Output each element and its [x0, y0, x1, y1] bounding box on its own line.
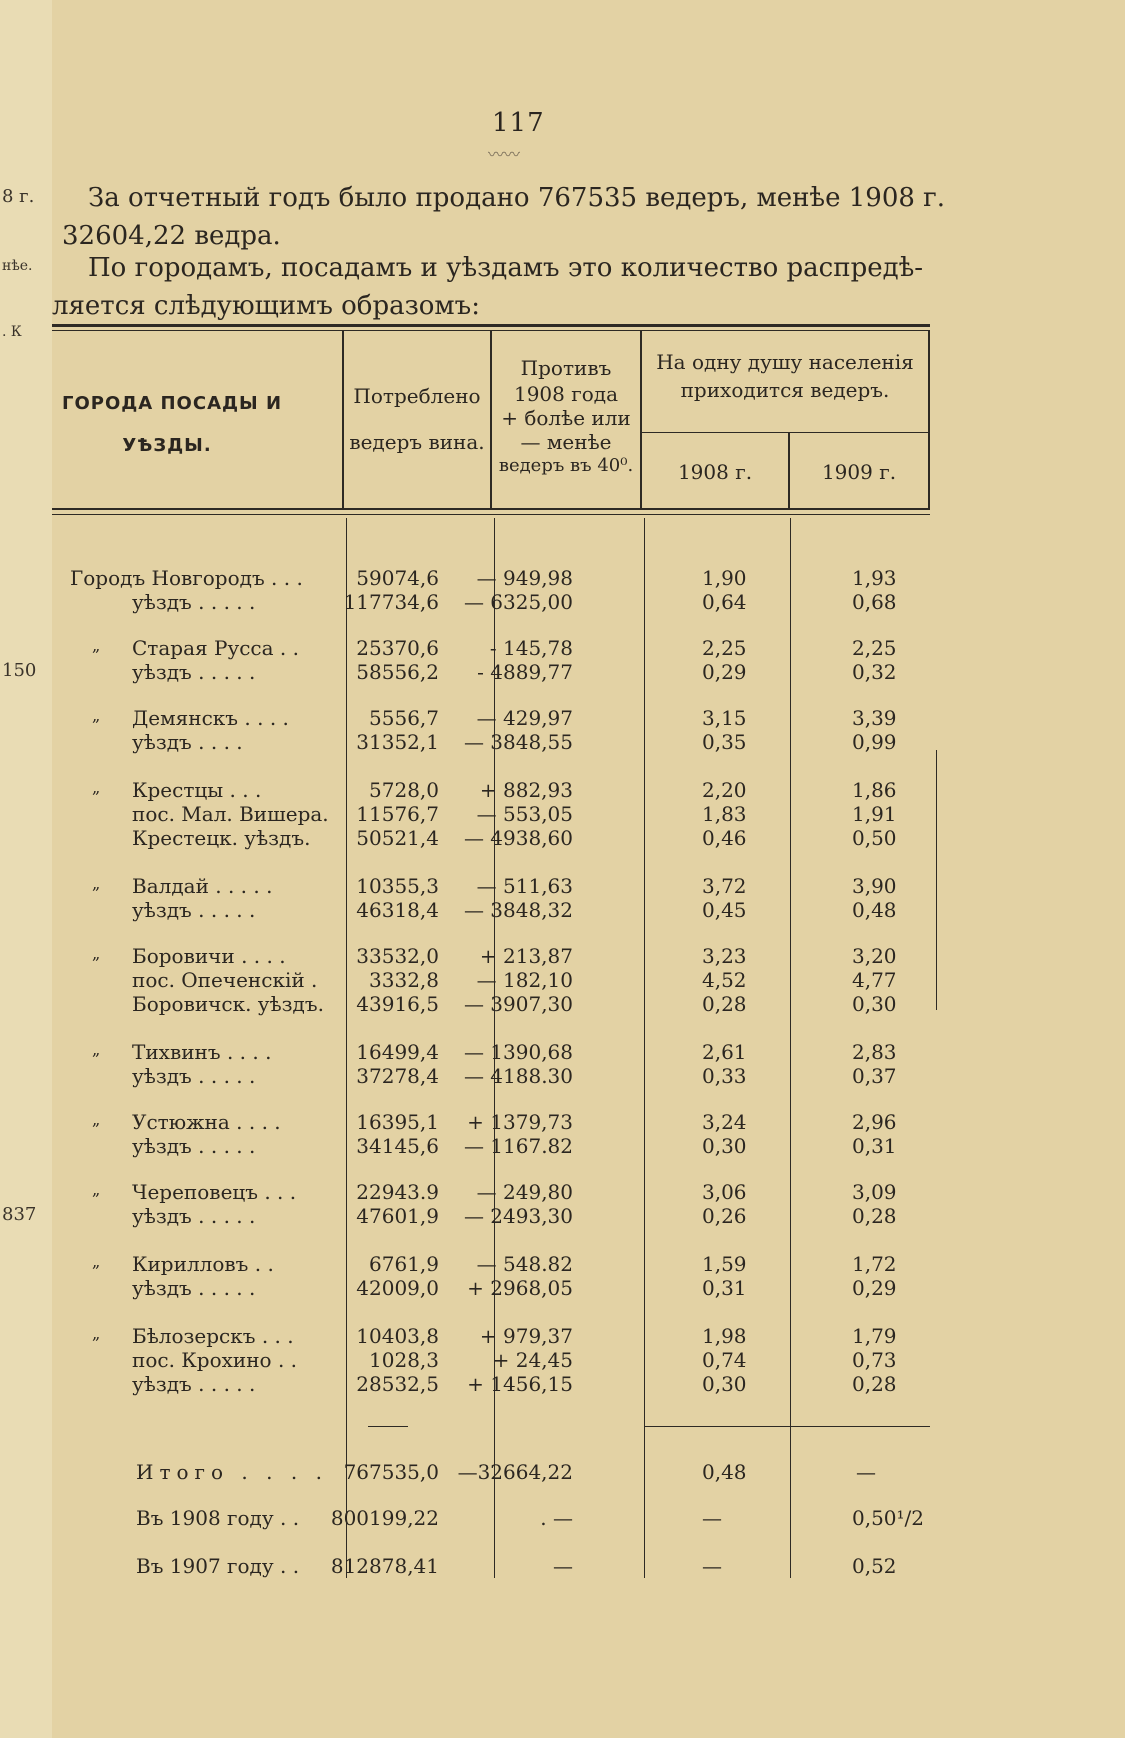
- cell-name: уѣздъ . . . . .: [132, 1372, 256, 1396]
- cell-c-1909: 0,30: [852, 992, 897, 1016]
- cell-c-1908: 0,29: [702, 660, 747, 684]
- cell-c-1908: 1,90: [702, 566, 747, 590]
- header-year-1908: 1908 г.: [677, 460, 753, 484]
- cell-c-1908: 0,31: [702, 1276, 747, 1300]
- cell-c-1909: 0,29: [852, 1276, 897, 1300]
- cell-c-1908: 3,23: [702, 944, 747, 968]
- header-diff-5: ведеръ въ 40⁰.: [498, 455, 634, 476]
- cell-c-cons: 16395,1: [356, 1110, 439, 1134]
- cell-c-diff: . —: [540, 1506, 573, 1530]
- header-consumed-1: Потреблено: [353, 384, 481, 408]
- header-cities: ГОРОДА ПОСАДЫ И: [62, 393, 283, 414]
- cell-c-1909: 0,52: [852, 1554, 897, 1578]
- cell-c-cons: 34145,6: [356, 1134, 439, 1158]
- cell-c-diff: —: [553, 1554, 573, 1578]
- cell-c-1909: 1,93: [852, 566, 897, 590]
- cell-c-1909: 0,37: [852, 1064, 897, 1088]
- cell-c-diff: — 6325,00: [463, 590, 573, 614]
- cell-c-cons: 31352,1: [356, 730, 439, 754]
- cell-c-1909: 1,91: [852, 802, 897, 826]
- cell-c-diff: + 2968,05: [467, 1276, 573, 1300]
- table-row: [52, 778, 1125, 802]
- cell-c-cons: 812878,41: [330, 1554, 439, 1578]
- header-divider: [342, 330, 344, 508]
- cell-name: Тихвинъ . . . .: [132, 1040, 272, 1064]
- cell-quote: „: [92, 706, 101, 725]
- cell-name: Демянскъ . . . .: [132, 706, 289, 730]
- table-row: [52, 1134, 1125, 1158]
- table-row: [52, 706, 1125, 730]
- cell-c-cons: 10355,3: [356, 874, 439, 898]
- cell-c-cons: 46318,4: [356, 898, 439, 922]
- paragraph-1-line-1: За отчетный годъ было продано 767535 ведеръ, менѣе 1908 г.: [88, 183, 946, 213]
- cell-c-1908: 3,15: [702, 706, 747, 730]
- totals-row: [52, 1460, 1125, 1484]
- cell-c-1908: 2,25: [702, 636, 747, 660]
- cell-c-diff: — 511,63: [476, 874, 573, 898]
- previous-page-edge: [0, 0, 56, 1738]
- cell-c-cons: 43916,5: [356, 992, 439, 1016]
- cell-c-1908: 3,06: [702, 1180, 747, 1204]
- totals-rule: [644, 1426, 930, 1427]
- totals-rule: [368, 1426, 408, 1427]
- cell-c-1909: 0,31: [852, 1134, 897, 1158]
- table-row: [52, 992, 1125, 1016]
- left-fragment: 150: [2, 660, 37, 681]
- table-row: [52, 826, 1125, 850]
- cell-quote: „: [92, 1324, 101, 1343]
- header-per-capita-2: приходится ведеръ.: [680, 378, 890, 402]
- cell-name: пос. Мал. Вишера.: [132, 802, 329, 826]
- left-fragment: нѣе.: [2, 258, 33, 274]
- table-row: [52, 636, 1125, 660]
- cell-c-1909: 0,50¹/2: [852, 1506, 925, 1530]
- cell-c-1908: 0,26: [702, 1204, 747, 1228]
- cell-name: Крестцы . . .: [132, 778, 262, 802]
- table-row: [52, 730, 1125, 754]
- table-top-rule: [52, 324, 930, 327]
- cell-c-diff: — 3848,55: [463, 730, 573, 754]
- cell-c-1909: 0,73: [852, 1348, 897, 1372]
- cell-c-1909: 0,68: [852, 590, 897, 614]
- cell-c-1908: 0,45: [702, 898, 747, 922]
- cell-name: Въ 1908 году . .: [136, 1506, 300, 1530]
- cell-name: пос. Опеченскій .: [132, 968, 318, 992]
- cell-c-1909: 0,32: [852, 660, 897, 684]
- cell-c-1909: 0,50: [852, 826, 897, 850]
- table-row: [52, 874, 1125, 898]
- cell-c-1909: 2,25: [852, 636, 897, 660]
- header-diff-4: — менѣе: [520, 430, 612, 454]
- cell-c-1908: 0,74: [702, 1348, 747, 1372]
- cell-name: Устюжна . . . .: [132, 1110, 281, 1134]
- header-consumed-2: ведеръ вина.: [349, 430, 485, 454]
- cell-c-1908: 0,35: [702, 730, 747, 754]
- cell-c-diff: — 4188.30: [463, 1064, 573, 1088]
- cell-name: уѣздъ . . . . .: [132, 1134, 256, 1158]
- cell-c-1908: 3,24: [702, 1110, 747, 1134]
- cell-quote: „: [92, 1040, 101, 1059]
- cell-name: пос. Крохино . .: [132, 1348, 298, 1372]
- cell-c-cons: 1028,3: [369, 1348, 439, 1372]
- left-fragment: 837: [2, 1204, 37, 1225]
- cell-c-1909: 0,48: [852, 898, 897, 922]
- cell-name: уѣздъ . . . . .: [132, 1204, 256, 1228]
- paragraph-1-line-2: 32604,22 ведра.: [62, 221, 281, 251]
- table-row: [52, 968, 1125, 992]
- cell-c-diff: — 249,80: [476, 1180, 573, 1204]
- page-number-ornament: 〰〰: [488, 145, 521, 164]
- cell-c-diff: + 1456,15: [467, 1372, 573, 1396]
- table-row: [52, 1324, 1125, 1348]
- cell-c-1908: 4,52: [702, 968, 747, 992]
- cell-c-diff: + 1379,73: [467, 1110, 573, 1134]
- cell-c-1909: 3,20: [852, 944, 897, 968]
- cell-c-cons: 47601,9: [356, 1204, 439, 1228]
- cell-name: уѣздъ . . . .: [132, 730, 243, 754]
- cell-c-cons: 28532,5: [356, 1372, 439, 1396]
- table-row: [52, 1372, 1125, 1396]
- cell-c-1908: 1,59: [702, 1252, 747, 1276]
- cell-c-cons: 11576,7: [356, 802, 439, 826]
- cell-quote: „: [92, 636, 101, 655]
- table-row: [52, 660, 1125, 684]
- cell-name: уѣздъ . . . . .: [132, 1276, 256, 1300]
- cell-c-cons: 767535,0: [343, 1460, 439, 1484]
- cell-quote: „: [92, 778, 101, 797]
- cell-c-1909: 1,79: [852, 1324, 897, 1348]
- cell-c-diff: + 882,93: [479, 778, 573, 802]
- cell-name: уѣздъ . . . . .: [132, 1064, 256, 1088]
- table-row: [52, 1204, 1125, 1228]
- table-row: [52, 1252, 1125, 1276]
- cell-c-cons: 16499,4: [356, 1040, 439, 1064]
- cell-c-cons: 37278,4: [356, 1064, 439, 1088]
- cell-c-cons: 33532,0: [356, 944, 439, 968]
- cell-c-1909: 2,96: [852, 1110, 897, 1134]
- cell-c-1908: 3,72: [702, 874, 747, 898]
- cell-c-1908: 1,98: [702, 1324, 747, 1348]
- cell-c-1908: 0,33: [702, 1064, 747, 1088]
- table-row: [52, 1064, 1125, 1088]
- cell-c-1908: 0,28: [702, 992, 747, 1016]
- cell-c-cons: 6761,9: [369, 1252, 439, 1276]
- cell-c-diff: — 182,10: [476, 968, 573, 992]
- table-row: [52, 590, 1125, 614]
- cell-quote: „: [92, 1180, 101, 1199]
- header-diff-2: 1908 года: [513, 382, 618, 406]
- cell-c-cons: 5728,0: [369, 778, 439, 802]
- page-number: 117: [492, 108, 545, 138]
- cell-c-1909: 1,72: [852, 1252, 897, 1276]
- cell-c-1908: 0,30: [702, 1372, 747, 1396]
- cell-c-1909: 2,83: [852, 1040, 897, 1064]
- cell-name: уѣздъ . . . . .: [132, 590, 256, 614]
- cell-name: Валдай . . . . .: [132, 874, 273, 898]
- cell-c-1908: 0,46: [702, 826, 747, 850]
- cell-c-cons: 800199,22: [330, 1506, 439, 1530]
- table-row: [52, 802, 1125, 826]
- totals-row: [52, 1554, 1125, 1578]
- header-districts: УѢЗДЫ.: [122, 435, 212, 456]
- cell-name: Итого . . . .: [136, 1460, 328, 1484]
- cell-name: Кирилловъ . .: [132, 1252, 274, 1276]
- cell-c-cons: 58556,2: [356, 660, 439, 684]
- cell-c-cons: 117734,6: [343, 590, 439, 614]
- cell-c-diff: — 553,05: [476, 802, 573, 826]
- cell-c-1909: 3,09: [852, 1180, 897, 1204]
- header-year-1909: 1909 г.: [821, 460, 897, 484]
- cell-c-1909: 3,90: [852, 874, 897, 898]
- cell-name: Череповецъ . . .: [132, 1180, 297, 1204]
- cell-c-1909: 4,77: [852, 968, 897, 992]
- cell-c-cons: 10403,8: [356, 1324, 439, 1348]
- cell-c-diff: - 4889,77: [477, 660, 573, 684]
- table-row: [52, 1276, 1125, 1300]
- cell-c-diff: + 979,37: [479, 1324, 573, 1348]
- cell-c-cons: 3332,8: [369, 968, 439, 992]
- paragraph-2-line-2: ляется слѣдующимъ образомъ:: [52, 291, 480, 321]
- cell-c-cons: 5556,7: [369, 706, 439, 730]
- totals-row: [52, 1506, 1125, 1530]
- table-row: [52, 1180, 1125, 1204]
- header-diff-1: Противъ: [520, 356, 612, 380]
- cell-name: уѣздъ . . . . .: [132, 660, 256, 684]
- cell-c-cons: 50521,4: [356, 826, 439, 850]
- table-row: [52, 898, 1125, 922]
- table-row: [52, 1348, 1125, 1372]
- cell-c-diff: —32664,22: [457, 1460, 573, 1484]
- cell-c-cons: 42009,0: [356, 1276, 439, 1300]
- cell-c-diff: + 24,45: [492, 1348, 573, 1372]
- cell-quote: „: [92, 944, 101, 963]
- cell-quote: „: [92, 1252, 101, 1271]
- cell-c-1909: 3,39: [852, 706, 897, 730]
- cell-c-1908: —: [702, 1554, 722, 1578]
- cell-c-1909: 0,99: [852, 730, 897, 754]
- left-fragment: . К: [2, 324, 22, 340]
- cell-c-diff: — 1390,68: [463, 1040, 573, 1064]
- cell-c-cons: 22943.9: [356, 1180, 439, 1204]
- cell-quote: „: [92, 1110, 101, 1129]
- cell-c-1909: 0,28: [852, 1204, 897, 1228]
- cell-c-diff: + 213,87: [479, 944, 573, 968]
- cell-name: Городъ Новгородъ . . .: [70, 566, 303, 590]
- cell-name: Бѣлозерскъ . . .: [132, 1324, 294, 1348]
- cell-c-1908: 0,48: [702, 1460, 747, 1484]
- table-row: [52, 566, 1125, 590]
- cell-c-1908: —: [702, 1506, 722, 1530]
- cell-c-diff: — 3848,32: [463, 898, 573, 922]
- subheader-rule: [642, 432, 928, 433]
- cell-c-1909: —: [856, 1460, 876, 1484]
- header-diff-3: + болѣе или: [501, 406, 631, 430]
- cell-name: Въ 1907 году . .: [136, 1554, 300, 1578]
- cell-c-diff: - 145,78: [489, 636, 573, 660]
- header-divider: [928, 330, 930, 508]
- table-row: [52, 944, 1125, 968]
- cell-c-diff: — 2493,30: [463, 1204, 573, 1228]
- cell-name: Боровичск. уѣздъ.: [132, 992, 324, 1016]
- cell-c-diff: — 3907,30: [463, 992, 573, 1016]
- cell-c-diff: — 1167.82: [463, 1134, 573, 1158]
- cell-c-1908: 2,20: [702, 778, 747, 802]
- cell-c-cons: 59074,6: [356, 566, 439, 590]
- cell-c-1908: 2,61: [702, 1040, 747, 1064]
- paragraph-2-line-1: По городамъ, посадамъ и уѣздамъ это количество распредѣ-: [88, 253, 924, 283]
- cell-c-1908: 0,64: [702, 590, 747, 614]
- cell-quote: „: [92, 874, 101, 893]
- cell-name: Боровичи . . . .: [132, 944, 286, 968]
- cell-c-diff: — 4938,60: [463, 826, 573, 850]
- table-row: [52, 1110, 1125, 1134]
- cell-c-diff: — 429,97: [476, 706, 573, 730]
- cell-c-1909: 1,86: [852, 778, 897, 802]
- cell-name: Крестецк. уѣздъ.: [132, 826, 311, 850]
- cell-c-diff: — 548.82: [476, 1252, 573, 1276]
- cell-c-1908: 0,30: [702, 1134, 747, 1158]
- cell-name: уѣздъ . . . . .: [132, 898, 256, 922]
- cell-c-cons: 25370,6: [356, 636, 439, 660]
- cell-name: Старая Русса . .: [132, 636, 299, 660]
- cell-c-1908: 1,83: [702, 802, 747, 826]
- cell-c-diff: — 949,98: [476, 566, 573, 590]
- table-row: [52, 1040, 1125, 1064]
- header-bottom-rule-thin: [52, 514, 930, 515]
- header-bottom-rule: [52, 508, 930, 510]
- header-per-capita-1: На одну душу населенія: [656, 350, 914, 374]
- book-page: [52, 0, 1125, 1738]
- cell-c-1909: 0,28: [852, 1372, 897, 1396]
- left-fragment: 8 г.: [2, 186, 35, 207]
